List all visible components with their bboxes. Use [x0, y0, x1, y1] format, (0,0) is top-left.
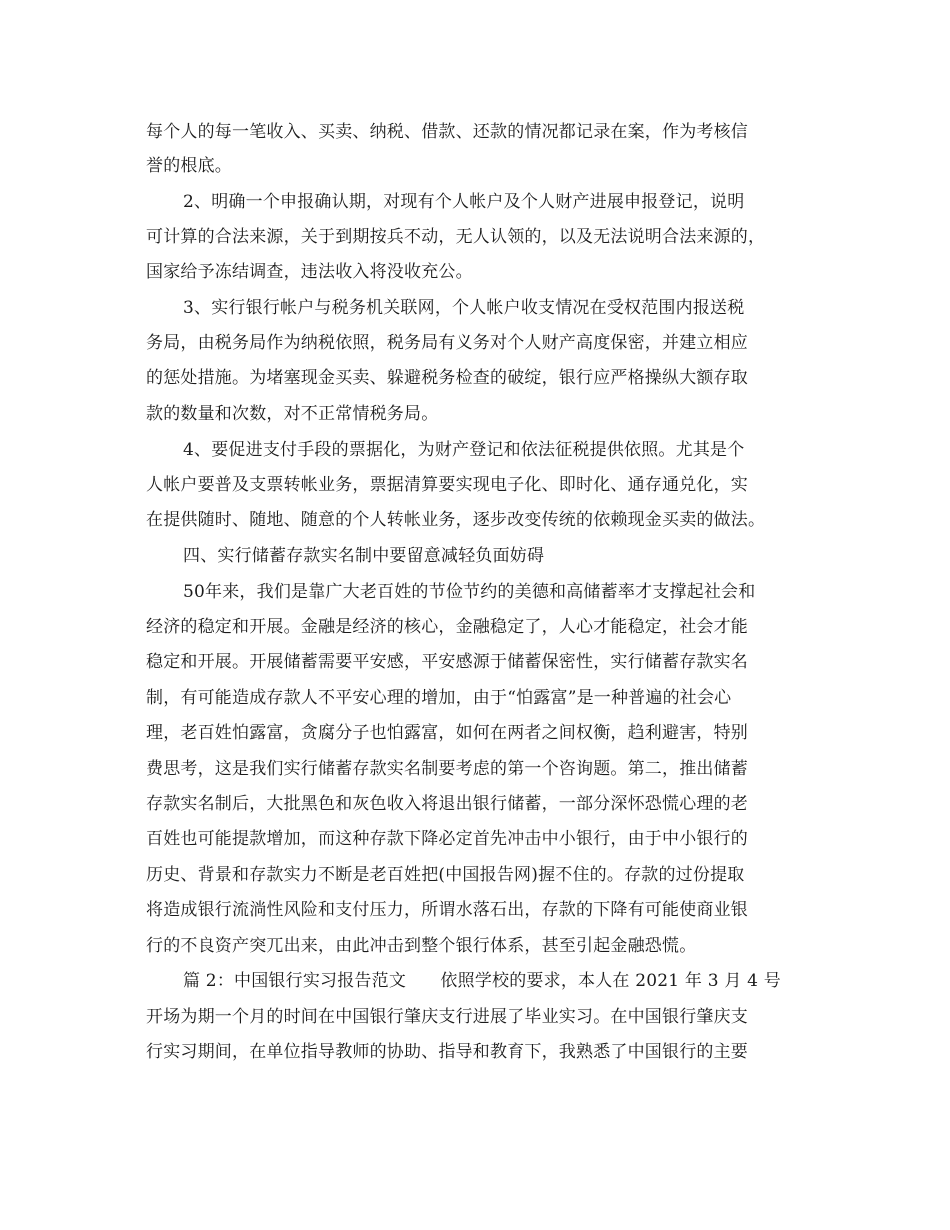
- text-line: 人帐户要普及支票转帐业务，票据清算要实现电子化、即时化、通存通兑化，实: [146, 475, 748, 495]
- text-line: 稳定和开展。开展储蓄需要平安感，平安感源于储蓄保密性，实行储蓄存款实名: [146, 652, 748, 672]
- text-line: 将造成银行流淌性风险和支付压力，所谓水落石出，存款的下降有可能使商业银: [146, 900, 748, 920]
- text-line: 国家给予冻结调查，违法收入将没收充公。: [146, 262, 473, 282]
- text-line: 行实习期间，在单位指导教师的协助、指导和教育下，我熟悉了中国银行的主要: [146, 1042, 748, 1062]
- text-line: 在提供随时、随地、随意的个人转帐业务，逐步改变传统的依赖现金买卖的做法。: [146, 510, 766, 530]
- text-line: 务局，由税务局作为纳税依照，税务局有义务对个人财产高度保密，并建立相应: [146, 333, 748, 353]
- text-line: 4、要促进支付手段的票据化，为财产登记和依法征税提供依照。尤其是个: [183, 440, 745, 460]
- text-line: 每个人的每一笔收入、买卖、纳税、借款、还款的情况都记录在案，作为考核信: [146, 122, 748, 142]
- text-line: 2、明确一个申报确认期，对现有个人帐户及个人财产进展申报登记，说明: [183, 192, 745, 212]
- text-line: 誉的根底。: [146, 156, 232, 176]
- text-line: 行的不良资产突兀出来，由此冲击到整个银行体系，甚至引起金融恐慌。: [146, 936, 697, 956]
- text-line: 3、实行银行帐户与税务机关联网，个人帐户收支情况在受权范围内报送税: [183, 298, 745, 318]
- text-line: 篇 2：中国银行实习报告范文 依照学校的要求，本人在 2021 年 3 月 4 号: [183, 971, 781, 991]
- text-line: 的惩处措施。为堵塞现金买卖、躲避税务检查的破绽，银行应严格操纵大额存取: [146, 368, 748, 388]
- text-line: 可计算的合法来源，关于到期按兵不动，无人认领的，以及无法说明合法来源的，: [146, 227, 766, 247]
- text-line: 费思考，这是我们实行储蓄存款实名制要考虑的第一个咨询题。第二，推出储蓄: [146, 759, 748, 779]
- text-line: 款的数量和次数，对不正常情税务局。: [146, 404, 439, 424]
- text-line: 开场为期一个月的时间在中国银行肇庆支行进展了毕业实习。在中国银行肇庆支: [146, 1007, 748, 1027]
- text-line: 制，有可能造成存款人不平安心理的增加，由于“怕露富”是一种普遍的社会心: [146, 688, 732, 708]
- text-line: 历史、背景和存款实力不断是老百姓把(中国报告网)握不住的。存款的过份提取: [146, 865, 745, 885]
- text-line: 经济的稳定和开展。金融是经济的核心，金融稳定了，人心才能稳定，社会才能: [146, 617, 748, 637]
- text-line: 百姓也可能提款增加，而这种存款下降必定首先冲击中小银行，由于中小银行的: [146, 829, 748, 849]
- text-line: 存款实名制后，大批黑色和灰色收入将退出银行储蓄，一部分深怀恐慌心理的老: [146, 794, 748, 814]
- section-heading: 四、实行储蓄存款实名制中要留意减轻负面妨碍: [183, 546, 545, 566]
- text-line: 理，老百姓怕露富，贪腐分子也怕露富，如何在两者之间权衡，趋利避害，特别: [146, 723, 748, 743]
- text-line: 50年来，我们是靠广大老百姓的节俭节约的美德和高储蓄率才支撑起社会和: [183, 582, 756, 602]
